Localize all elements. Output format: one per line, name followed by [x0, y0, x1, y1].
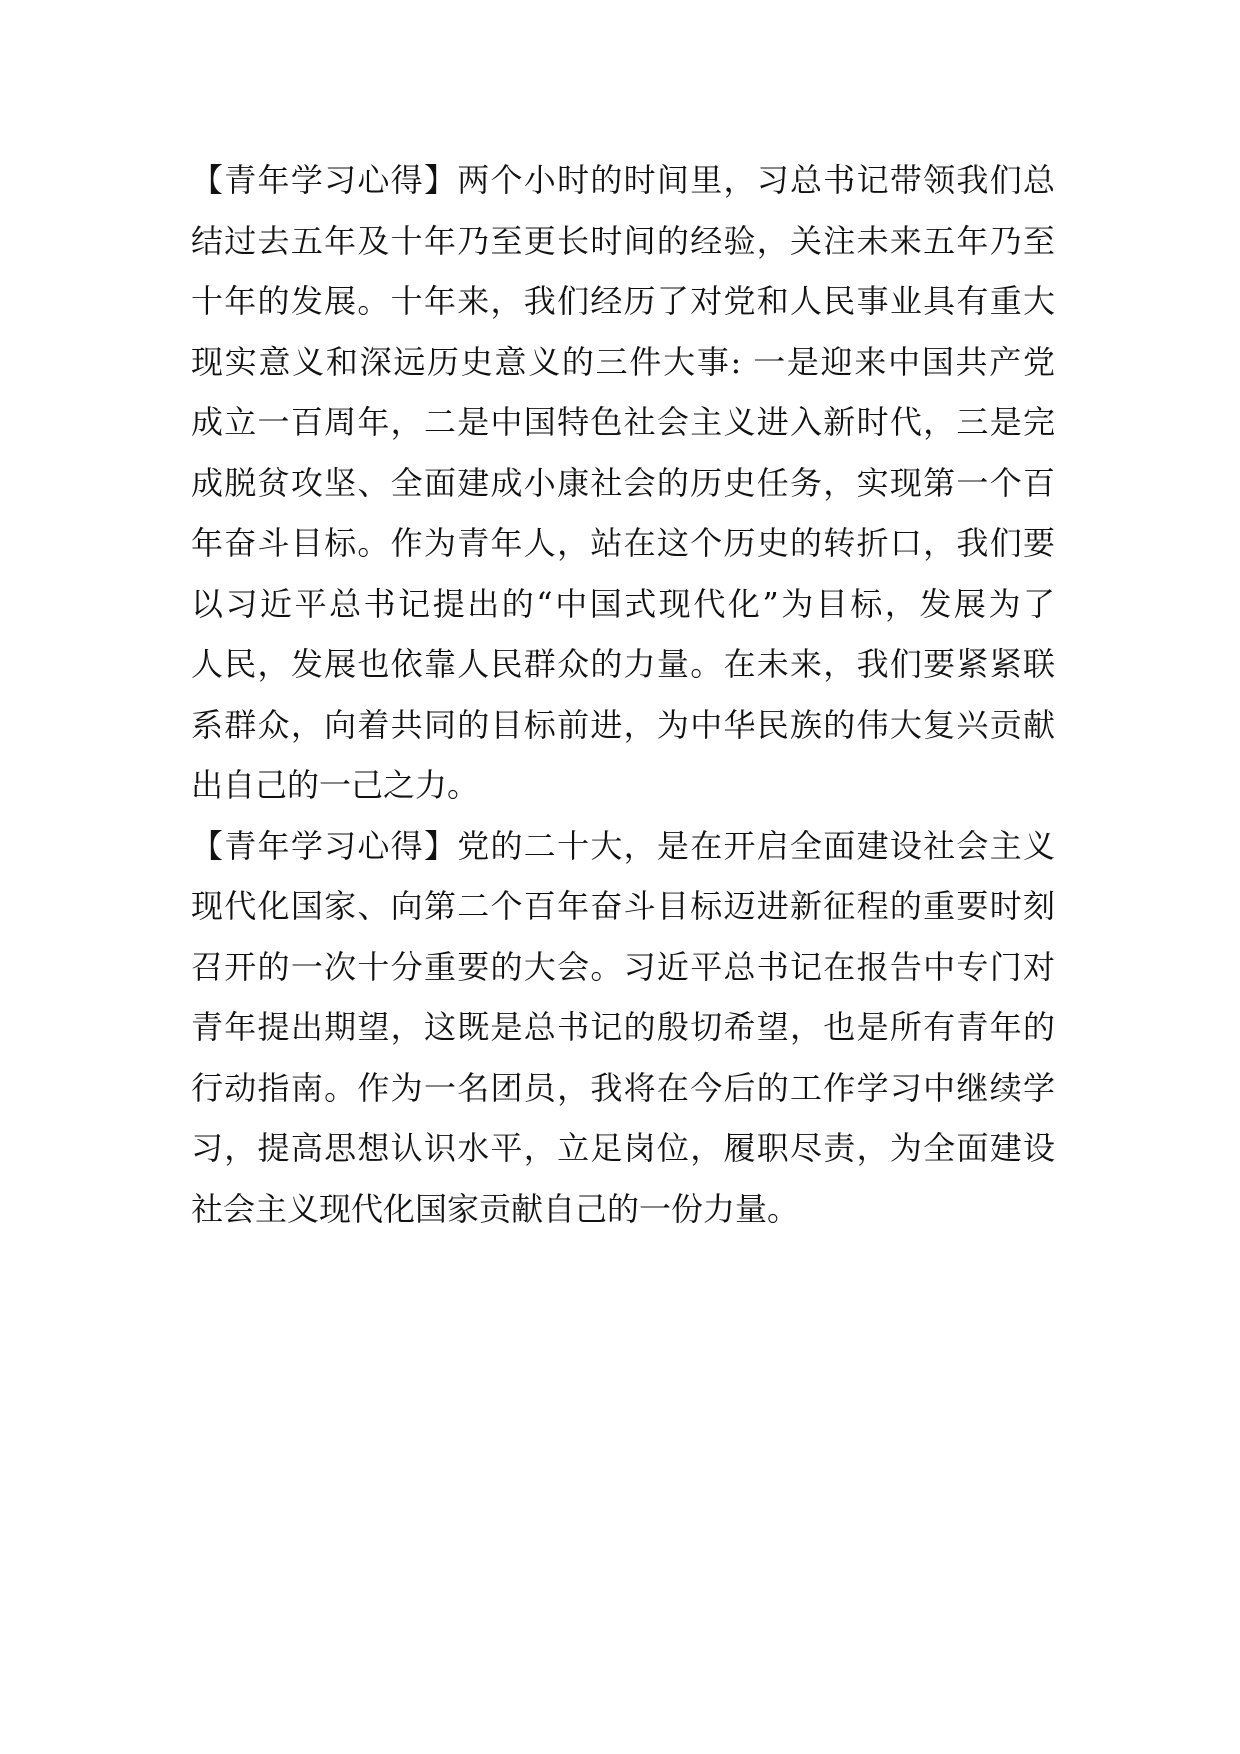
- text-line: 十年的发展。十年来，我们经历了对党和人民事业具有重大: [191, 282, 1055, 320]
- text-line: 现实意义和深远历史意义的三件大事: 一是迎来中国共产党: [191, 342, 1055, 381]
- text-line: 人民，发展也依靠人民群众的力量。在未来，我们要紧紧联: [191, 645, 1055, 683]
- text-line: 成立一百周年，二是中国特色社会主义进入新时代，三是完: [191, 403, 1055, 441]
- text-line: 结过去五年及十年乃至更长时间的经验，关注未来五年乃至: [191, 221, 1055, 260]
- text-line: 现代化国家、向第二个百年奋斗目标迈进新征程的重要时刻: [191, 887, 1055, 925]
- text-line: 出自己的一己之力。: [191, 766, 480, 804]
- text-line: 成脱贫攻坚、全面建成小康社会的历史任务，实现第一个百: [191, 463, 1055, 502]
- text-line: 【青年学习心得】两个小时的时间里，习总书记带领我们总: [191, 161, 1055, 199]
- document-body: [191, 150, 1055, 1239]
- text-line: 召开的一次十分重要的大会。习近平总书记在报告中专门对: [191, 947, 1055, 986]
- text-line: 以习近平总书记提出的“中国式现代化”为目标，发展为了: [191, 584, 1055, 623]
- text-line: 系群众，向着共同的目标前进，为中华民族的伟大复兴贡献: [191, 705, 1055, 744]
- text-line: 习，提高思想认识水平，立足岗位，履职尽责，为全面建设: [191, 1129, 1055, 1167]
- text-line: 行动指南。作为一名团员，我将在今后的工作学习中继续学: [191, 1068, 1055, 1107]
- text-line: 社会主义现代化国家贡献自己的一份力量。: [191, 1189, 800, 1228]
- text-line: 年奋斗目标。作为青年人，站在这个历史的转折口，我们要: [191, 524, 1055, 562]
- paragraph-1: [191, 150, 1055, 816]
- text-line: 【青年学习心得】党的二十大，是在开启全面建设社会主义: [191, 826, 1055, 865]
- paragraph-2: [191, 816, 1055, 1240]
- text-line: 青年提出期望，这既是总书记的殷切希望，也是所有青年的: [191, 1008, 1055, 1046]
